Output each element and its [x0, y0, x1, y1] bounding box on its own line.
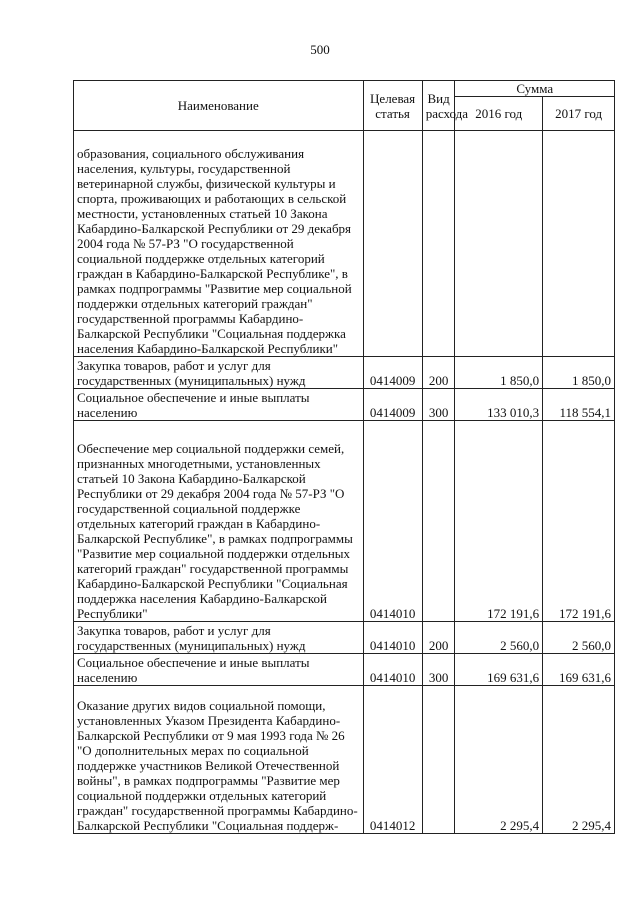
header-target: Целевая статья [363, 81, 422, 131]
row-sum-2016: 2 295,4 [455, 686, 543, 834]
row-target [363, 131, 422, 357]
table-row [74, 421, 615, 622]
row-target: 0414010 [363, 622, 422, 654]
row-kind: 300 [422, 654, 455, 686]
row-kind [422, 686, 455, 834]
row-name: Социальное обеспечение и иные выплаты населению [74, 389, 364, 421]
row-target: 0414012 [363, 686, 422, 834]
row-name: Закупка товаров, работ и услуг для государственных (муниципальных) нужд [74, 622, 364, 654]
row-sum-2017: 169 631,6 [543, 654, 615, 686]
table-row [74, 686, 615, 834]
row-name: Закупка товаров, работ и услуг для государственных (муниципальных) нужд [74, 357, 364, 389]
row-kind: 300 [422, 389, 455, 421]
row-sum-2016 [455, 131, 543, 357]
row-name: Оказание других видов социальной помощи, установленных Указом Президента Кабардино-Балкарской Республики от 9 мая 1993 года № 26 "О дополнительных мерах по социальной поддержке участников Великой Отечественной войны", в рамках подпрограммы "Развитие мер социальной поддержки отдельных категорий граждан" государственной программы Кабардино-Балкарской Республики "Социальная поддерж- [74, 686, 364, 834]
row-kind: 200 [422, 357, 455, 389]
row-target: 0414009 [363, 389, 422, 421]
table-row [74, 357, 615, 389]
row-sum-2017 [543, 131, 615, 357]
row-sum-2017: 2 295,4 [543, 686, 615, 834]
row-sum-2017: 172 191,6 [543, 421, 615, 622]
header-name: Наименование [74, 81, 364, 131]
row-sum-2017: 2 560,0 [543, 622, 615, 654]
row-kind [422, 421, 455, 622]
budget-table [73, 80, 615, 834]
row-sum-2017: 1 850,0 [543, 357, 615, 389]
header-year-2016: 2016 год [455, 97, 543, 131]
page-number: 500 [310, 42, 330, 57]
row-kind: 200 [422, 622, 455, 654]
row-target: 0414010 [363, 654, 422, 686]
table-row [74, 654, 615, 686]
row-target: 0414010 [363, 421, 422, 622]
table-row [74, 622, 615, 654]
row-kind [422, 131, 455, 357]
row-name: образования, социального обслуживания населения, культуры, государственной ветеринарной службы, физической культуры и спорта, проживающих и работающих в сельской местности, установленных статьей 10 Закона Кабардино-Балкарской Республики от 29 декабря 2004 года № 57-РЗ "О государственной социальной поддержке отдельных категорий граждан в Кабардино-Балкарской Республике", в рамках подпрограммы "Развитие мер социальной поддержки отдельных категорий граждан" государственной программы Кабардино-Балкарской Республики "Социальная поддержка населения Кабардино-Балкарской Республики" [74, 131, 364, 357]
table-row [74, 389, 615, 421]
table-header [74, 81, 615, 131]
row-name: Социальное обеспечение и иные выплаты населению [74, 654, 364, 686]
row-sum-2017: 118 554,1 [543, 389, 615, 421]
header-year-2017: 2017 год [543, 97, 615, 131]
row-sum-2016: 2 560,0 [455, 622, 543, 654]
header-kind: Вид расхода [422, 81, 455, 131]
header-sum: Сумма [455, 81, 615, 97]
table-row [74, 131, 615, 357]
row-target: 0414009 [363, 357, 422, 389]
row-name: Обеспечение мер социальной поддержки семей, признанных многодетными, установленных статьей 10 Закона Кабардино-Балкарской Республики от 29 декабря 2004 года № 57-РЗ "О государственной социальной поддержке отдельных категорий граждан в Кабардино-Балкарской Республике", в рамках подпрограммы "Развитие мер социальной поддержки отдельных категорий граждан" государственной программы Кабардино-Балкарской Республики "Социальная поддержка населения Кабардино-Балкарской Республики" [74, 421, 364, 622]
row-sum-2016: 169 631,6 [455, 654, 543, 686]
row-sum-2016: 172 191,6 [455, 421, 543, 622]
row-sum-2016: 133 010,3 [455, 389, 543, 421]
row-sum-2016: 1 850,0 [455, 357, 543, 389]
